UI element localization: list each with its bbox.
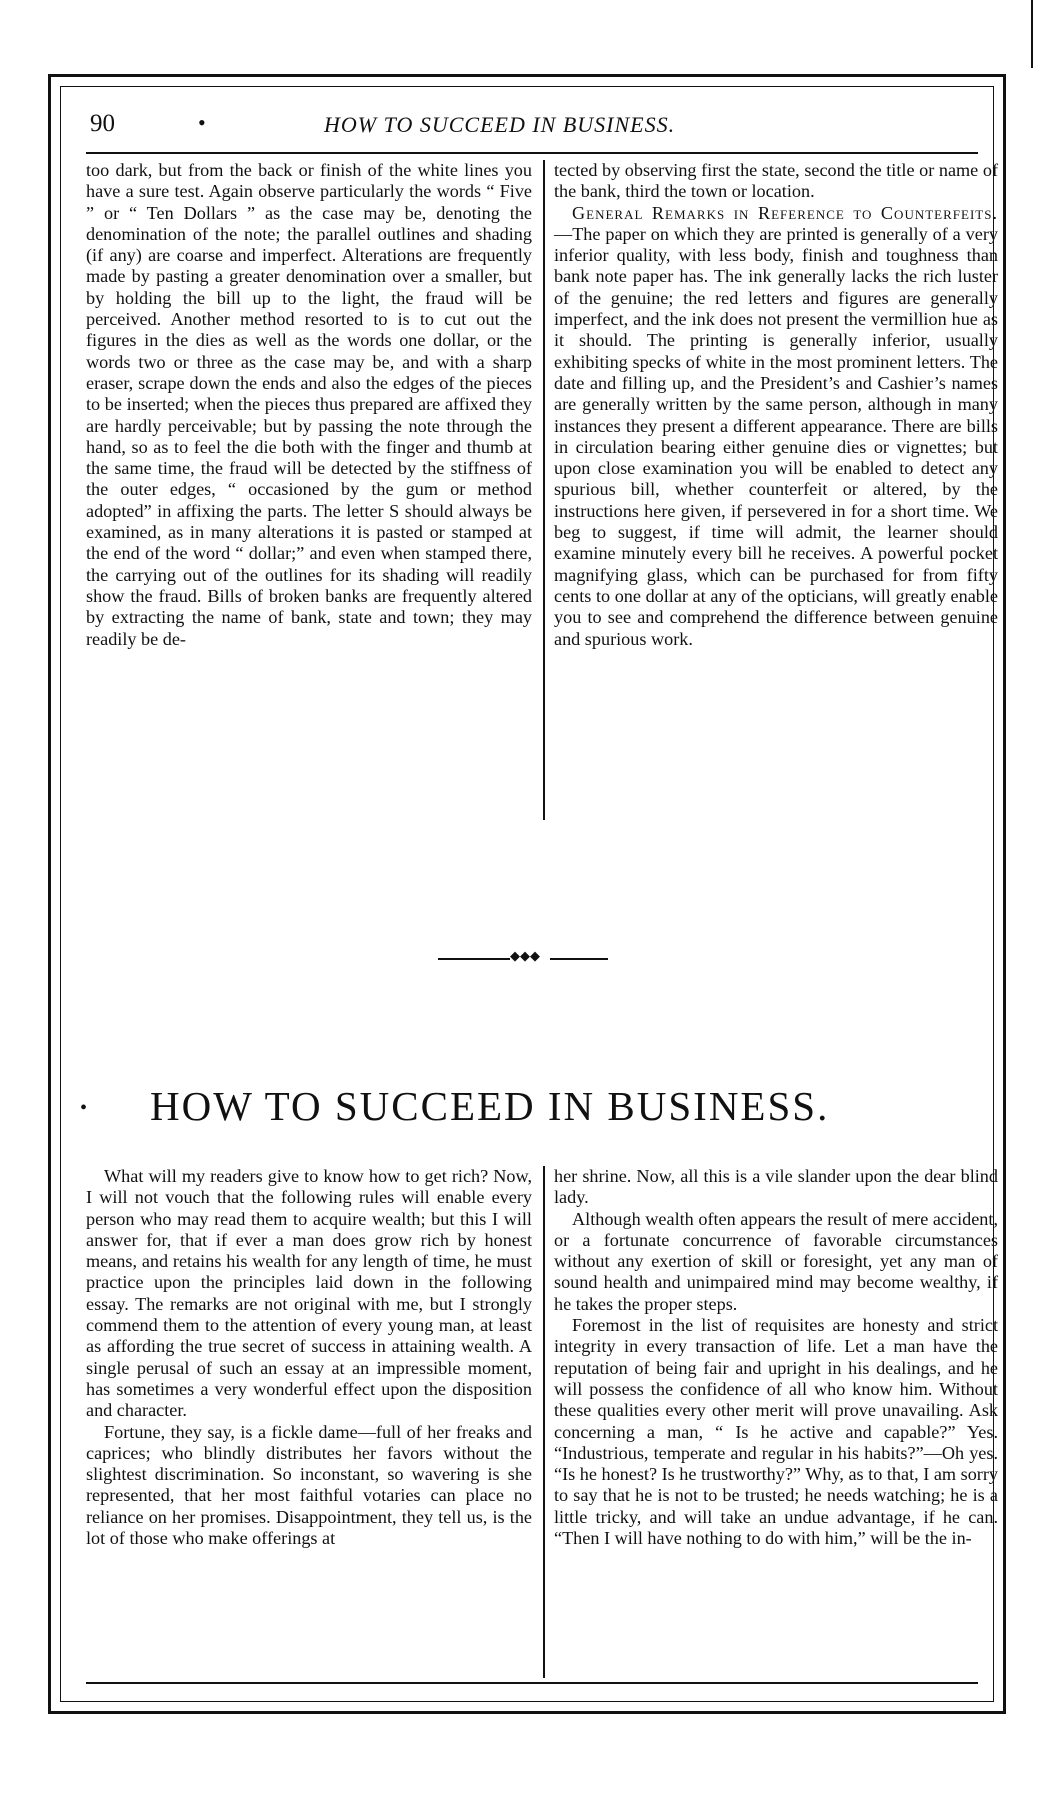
page-header	[86, 108, 978, 144]
header-rule	[86, 152, 978, 154]
top-right-intro: tected by observing first the state, second the title or name of the bank, third the town or location.	[554, 160, 998, 202]
top-left-paragraph: too dark, but from the back or finish of the white lines you have a sure test. Again observe particularly the words “ Five ” or “ Ten Dollars ” as the case may be, denoting the denomination of the note; the parallel outlines and shading (if any) are coarse and imperfect. Alterations are frequently made by pasting a greater denomination over a smaller, but by holding the bill up to the light, the fraud will be perceived. Another method resorted to is to cut out the figures in the dies as well as the words one dollar, or the words two or three as the case may be, and with a sharp eraser, scrape down the ends and also the edges of the pieces to be inserted; when the pieces thus prepared are affixed they are hardly perceivable; but by passing the note through the hand, so as to feel the die both with the finger and thumb at the same time, the fraud will be detected by the stiffness of the outer edges, “ occasioned by the gum or method adopted” in affixing the parts. The letter S should always be examined, as in many alterations it is pasted or stamped at the end of the word “ dollar;” and even when stamped there, the carrying out of the outlines for its shading will readily show the fraud. Bills of broken banks are frequently altered by extracting the name of bank, state and town; they may readily be de-	[86, 160, 532, 649]
article-left-paragraph: What will my readers give to know how to get rich? Now, I will not vouch that the following rules will enable every person who may read them to acquire wealth; but this I will answer for, that if ever a man does grow rich by honest means, and retains his wealth for any length of time, he must practice upon the principles laid down in the following essay. The remarks are not original with me, but I strongly commend them to the attention of every young man, at least as affording the true secret of success in attaining wealth. A single perusal of such an essay at an impressible moment, has sometimes a very wonderful effect upon the disposition and character.	[86, 1166, 532, 1421]
top-right-paragraph	[554, 203, 998, 650]
article-right-first: her shrine. Now, all this is a vile slander upon the dear blind lady.	[554, 1166, 998, 1208]
section-body: —The paper on which they are printed is generally of a very inferior quality, with less body, finish and toughness than bank note paper has. The ink generally lacks the rich luster of the genuine; the red letters and figures are generally imperfect, and the ink does not present the vermillion hue as it should. The printing is generally inferior, usually exhibiting specks of white in the most prominent letters. The date and filling up, and the President’s and Cashier’s names are generally written by the same person, although in many instances they present a different appearance. There are bills in circulation bearing either genuine dies or vignettes; but upon close examination you will be enabled to detect any spurious bill, whether counterfeit or altered, by the instructions here given, if persevered in for a short time. We beg to suggest, if time will admit, the learner should examine minutely every bill he receives. A powerful pocket magnifying glass, which can be purchased for from fifty cents to one dollar at any of the opticians, will greatly enable you to see and comprehend the difference between genuine and spurious work.	[554, 223, 998, 649]
running-head: HOW TO SUCCEED IN BUSINESS.	[324, 112, 676, 137]
section-ornament-divider	[438, 948, 608, 966]
top-right-column	[554, 160, 998, 650]
ornament-diamonds-icon: ◆◆◆	[510, 948, 540, 963]
article-heading: HOW TO SUCCEED IN BUSINESS.	[150, 1083, 830, 1129]
heading-dot-ornament: •	[80, 1097, 88, 1119]
page-edge-line	[1031, 0, 1033, 68]
article-left-column	[86, 1166, 532, 1549]
article-right-column	[554, 1166, 998, 1549]
page-number: 90	[90, 110, 115, 137]
article-left-paragraph: Fortune, they say, is a fickle dame—full of her freaks and caprices; who blindly distributes her favors without the slightest discrimination. So inconstant, so wavering is she represented, that her most faithful votaries can place no reliance on her promises. Disappointment, they tell us, is the lot of those who make offerings at	[86, 1421, 532, 1549]
article-column-divider	[543, 1166, 545, 1678]
article-right-paragraph: Although wealth often appears the result of mere accident, or a fortunate concurrence of favorable circumstances without any exertion of skill or foresight, yet any man of sound health and unimpaired mind may become wealthy, if he takes the proper steps.	[554, 1208, 998, 1314]
section-subheading: General Remarks in Reference to Counterfeits.	[572, 202, 998, 223]
ornament-line-right	[550, 958, 608, 960]
top-column-divider	[543, 160, 545, 820]
ornament-line-left	[438, 958, 510, 960]
header-dot-ornament: •	[198, 110, 206, 135]
top-left-column	[86, 160, 532, 650]
bottom-rule	[86, 1682, 978, 1684]
article-right-paragraph: Foremost in the list of requisites are honesty and strict integrity in every transaction of life. Let a man have the reputation of being fair and upright in his dealings, and he will possess the confidence of all who know him. Without these qualities every other merit will prove unavailing. Ask concerning a man, “ Is he active and capable?” Yes. “Industrious, temperate and regular in his habits?”—Oh yes. “Is he honest? Is he trustworthy?” Why, as to that, I am sorry to say that he is not to be trusted; he needs watching; he is a little tricky, and will take an undue advantage, if he can. “Then I will have nothing to do with him,” will be the in-	[554, 1315, 998, 1549]
